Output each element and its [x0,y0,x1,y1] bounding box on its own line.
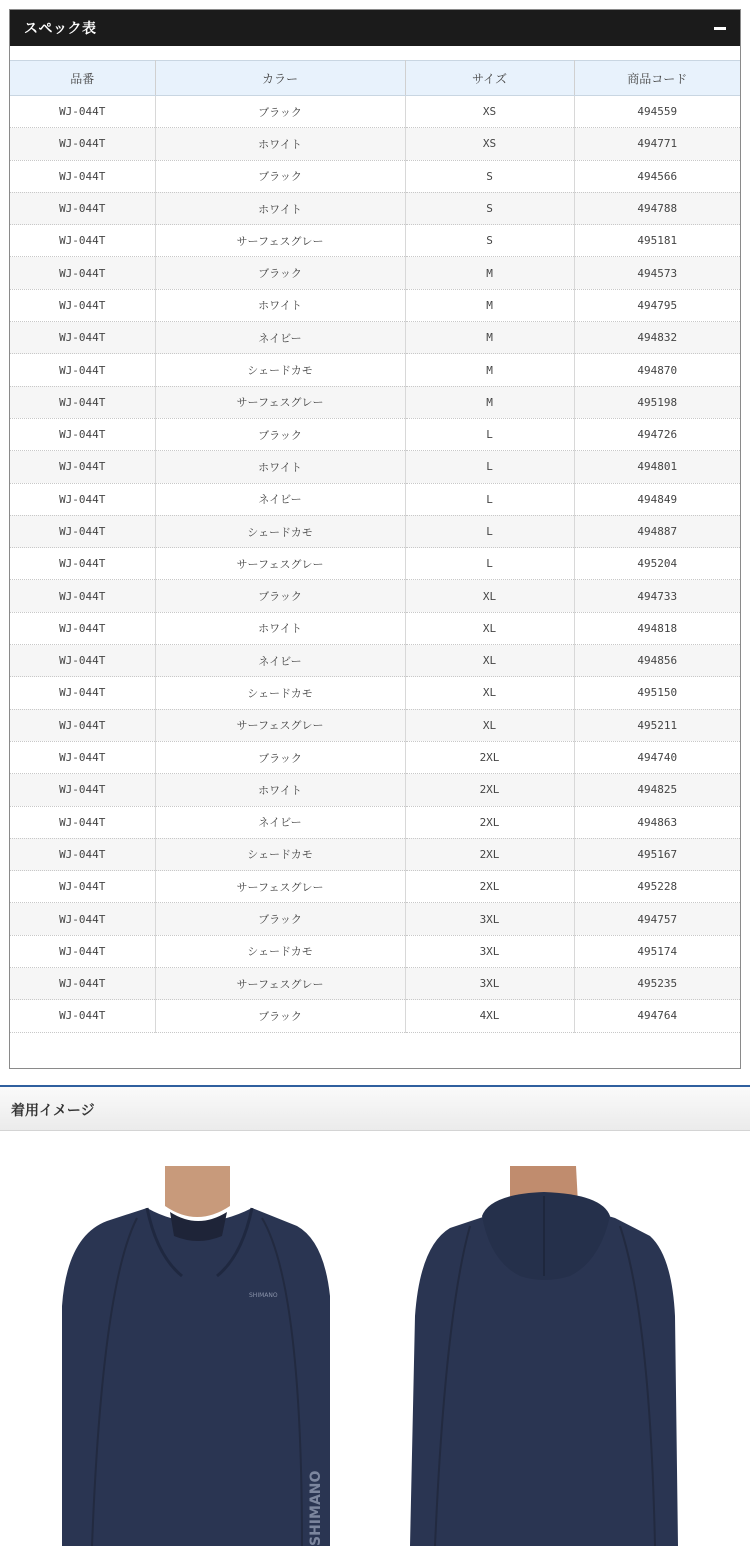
table-row [10,935,740,967]
cell-color: ホワイト [155,192,405,224]
cell-color: サーフェスグレー [155,968,405,1000]
table-row [10,838,740,870]
table-row [10,160,740,192]
cell-size: S [405,225,574,257]
cell-size: XS [405,128,574,160]
column-header-product-number: 品番 [10,61,155,96]
cell-size: XS [405,96,574,128]
cell-product-number: WJ-044T [10,451,155,483]
column-header-size: サイズ [405,61,574,96]
cell-product-number: WJ-044T [10,709,155,741]
spec-title: スペック表 [24,21,97,37]
cell-product-code: 495181 [574,225,740,257]
cell-color: ホワイト [155,128,405,160]
cell-product-code: 494726 [574,418,740,450]
cell-product-code: 494863 [574,806,740,838]
cell-size: M [405,257,574,289]
cell-size: 2XL [405,774,574,806]
cell-color: ブラック [155,741,405,773]
table-row [10,741,740,773]
minus-icon[interactable] [714,27,726,30]
table-row [10,903,740,935]
cell-product-number: WJ-044T [10,645,155,677]
cell-size: XL [405,709,574,741]
cell-product-code: 495211 [574,709,740,741]
table-row [10,677,740,709]
cell-color: ホワイト [155,451,405,483]
cell-product-number: WJ-044T [10,257,155,289]
table-row [10,645,740,677]
cell-size: 3XL [405,935,574,967]
cell-color: サーフェスグレー [155,548,405,580]
cell-product-code: 495204 [574,548,740,580]
cell-product-code: 495198 [574,386,740,418]
cell-product-number: WJ-044T [10,741,155,773]
table-row [10,1000,740,1032]
table-row [10,548,740,580]
cell-product-number: WJ-044T [10,612,155,644]
cell-product-number: WJ-044T [10,580,155,612]
cell-color: シェードカモ [155,838,405,870]
cell-size: 2XL [405,741,574,773]
cell-product-code: 494856 [574,645,740,677]
cell-color: シェードカモ [155,354,405,386]
table-header-row [10,61,740,96]
cell-product-number: WJ-044T [10,128,155,160]
cell-product-code: 494788 [574,192,740,224]
cell-product-code: 494559 [574,96,740,128]
table-row [10,192,740,224]
cell-color: ブラック [155,96,405,128]
table-row [10,322,740,354]
table-row [10,257,740,289]
cell-product-number: WJ-044T [10,871,155,903]
column-header-product-code: 商品コード [574,61,740,96]
cell-product-number: WJ-044T [10,354,155,386]
cell-size: L [405,483,574,515]
cell-color: ネイビー [155,483,405,515]
cell-size: 2XL [405,806,574,838]
cell-product-code: 494740 [574,741,740,773]
cell-size: XL [405,580,574,612]
cell-product-number: WJ-044T [10,418,155,450]
table-row [10,96,740,128]
model-back-photo [410,1166,680,1546]
cell-product-number: WJ-044T [10,160,155,192]
cell-color: ネイビー [155,322,405,354]
cell-size: M [405,322,574,354]
table-row [10,968,740,1000]
cell-product-number: WJ-044T [10,903,155,935]
cell-product-code: 494870 [574,354,740,386]
cell-color: ブラック [155,160,405,192]
cell-color: サーフェスグレー [155,386,405,418]
cell-size: 2XL [405,871,574,903]
cell-size: XL [405,612,574,644]
table-row [10,128,740,160]
cell-product-code: 494818 [574,612,740,644]
cell-color: シェードカモ [155,935,405,967]
table-row [10,418,740,450]
cell-product-number: WJ-044T [10,935,155,967]
cell-product-code: 494771 [574,128,740,160]
cell-product-number: WJ-044T [10,192,155,224]
cell-color: ネイビー [155,806,405,838]
cell-size: S [405,160,574,192]
spec-header[interactable] [10,10,740,46]
cell-product-code: 495235 [574,968,740,1000]
table-row [10,515,740,547]
cell-color: サーフェスグレー [155,709,405,741]
cell-product-number: WJ-044T [10,96,155,128]
cell-color: ブラック [155,418,405,450]
cell-product-code: 494795 [574,289,740,321]
table-row [10,580,740,612]
table-row [10,871,740,903]
cell-product-number: WJ-044T [10,1000,155,1032]
cell-size: M [405,386,574,418]
table-row [10,386,740,418]
cell-product-code: 494801 [574,451,740,483]
table-row [10,709,740,741]
wear-image-section-header [0,1085,750,1131]
cell-size: 4XL [405,1000,574,1032]
cell-product-code: 494887 [574,515,740,547]
cell-color: シェードカモ [155,515,405,547]
table-row [10,774,740,806]
cell-size: M [405,354,574,386]
cell-color: ブラック [155,580,405,612]
cell-color: ブラック [155,903,405,935]
cell-product-code: 495174 [574,935,740,967]
cell-product-code: 495167 [574,838,740,870]
cell-product-number: WJ-044T [10,968,155,1000]
cell-product-code: 494573 [574,257,740,289]
table-row [10,612,740,644]
cell-size: S [405,192,574,224]
spec-table [10,60,740,1033]
spec-table-body [10,96,740,1033]
cell-size: 2XL [405,838,574,870]
cell-product-number: WJ-044T [10,677,155,709]
cell-product-number: WJ-044T [10,483,155,515]
cell-product-number: WJ-044T [10,838,155,870]
cell-product-number: WJ-044T [10,515,155,547]
cell-product-code: 495228 [574,871,740,903]
cell-product-code: 494849 [574,483,740,515]
cell-product-number: WJ-044T [10,225,155,257]
cell-product-code: 494764 [574,1000,740,1032]
cell-size: L [405,515,574,547]
model-front-photo [62,1166,332,1546]
cell-size: 3XL [405,968,574,1000]
sleeve-logo: SHIMANO [308,1470,324,1546]
table-row [10,483,740,515]
cell-product-number: WJ-044T [10,322,155,354]
cell-size: XL [405,677,574,709]
cell-product-code: 494566 [574,160,740,192]
cell-color: ホワイト [155,612,405,644]
cell-size: L [405,548,574,580]
table-row [10,451,740,483]
cell-product-code: 495150 [574,677,740,709]
column-header-color: カラー [155,61,405,96]
cell-color: ホワイト [155,774,405,806]
chest-logo: SHIMANO [249,1292,278,1299]
cell-color: ブラック [155,1000,405,1032]
cell-size: 3XL [405,903,574,935]
cell-product-code: 494757 [574,903,740,935]
spec-panel [9,9,741,1069]
cell-color: サーフェスグレー [155,871,405,903]
table-row [10,806,740,838]
table-row [10,289,740,321]
cell-product-number: WJ-044T [10,289,155,321]
cell-product-code: 494832 [574,322,740,354]
cell-product-number: WJ-044T [10,386,155,418]
cell-color: シェードカモ [155,677,405,709]
cell-product-number: WJ-044T [10,774,155,806]
cell-product-code: 494825 [574,774,740,806]
cell-color: ホワイト [155,289,405,321]
cell-size: L [405,451,574,483]
cell-size: XL [405,645,574,677]
table-row [10,225,740,257]
cell-product-number: WJ-044T [10,548,155,580]
cell-size: L [405,418,574,450]
cell-size: M [405,289,574,321]
wear-image-title: 着用イメージ [11,1103,95,1119]
cell-color: サーフェスグレー [155,225,405,257]
cell-color: ネイビー [155,645,405,677]
cell-product-number: WJ-044T [10,806,155,838]
cell-product-code: 494733 [574,580,740,612]
cell-color: ブラック [155,257,405,289]
table-row [10,354,740,386]
